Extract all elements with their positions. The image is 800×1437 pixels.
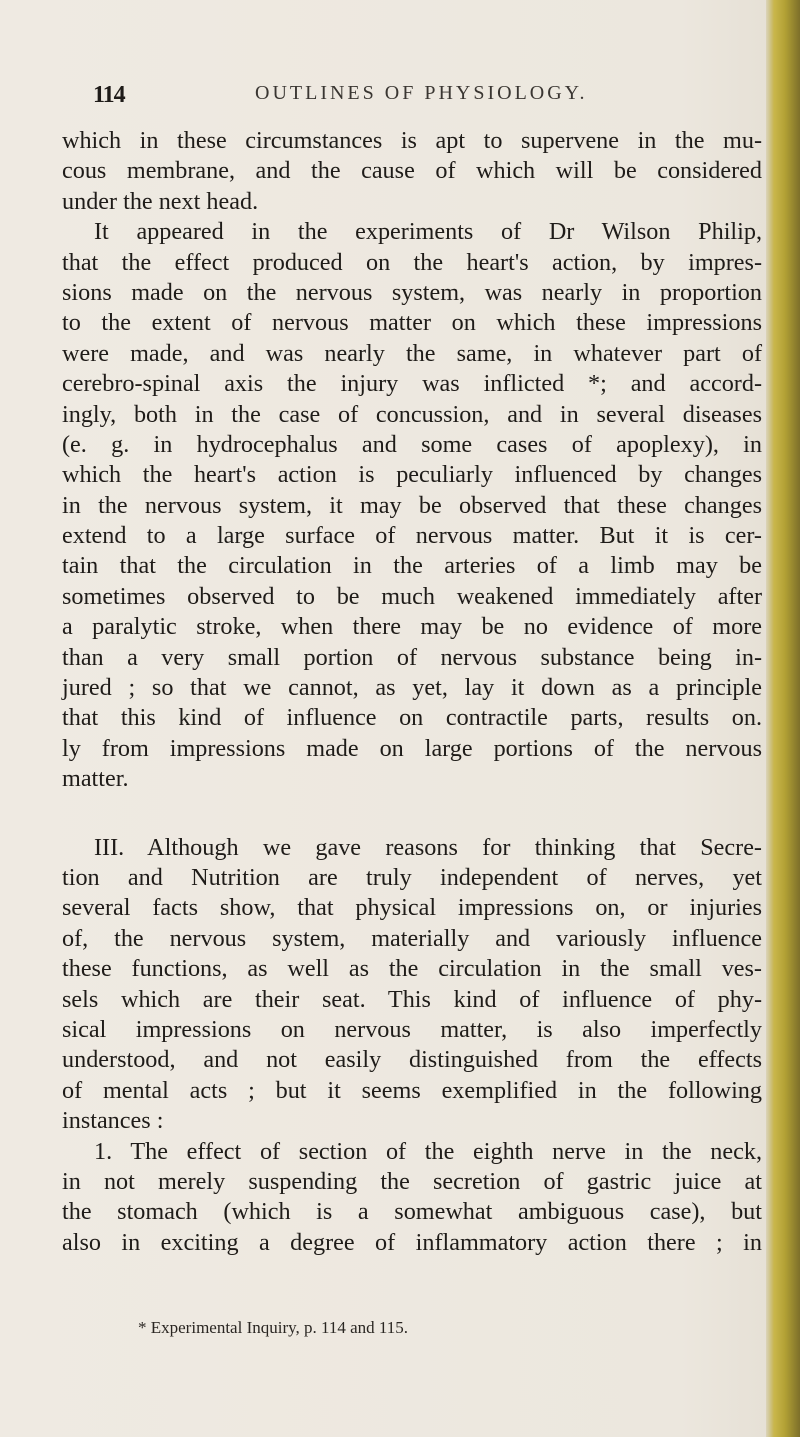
text-line: that the effect produced on the heart's action, by impres- xyxy=(62,248,762,276)
text-line: understood, and not easily distinguished from the effects xyxy=(62,1046,762,1074)
text-line: the stomach (which is a somewhat ambiguous case), but xyxy=(62,1198,762,1226)
text-line: sometimes observed to be much weakened immediately after xyxy=(62,582,762,610)
text-line: that this kind of influence on contractile parts, results on. xyxy=(62,704,762,732)
text-line: in the nervous system, it may be observed that these changes xyxy=(62,491,762,519)
text-line: instances : xyxy=(62,1107,164,1135)
text-line: were made, and was nearly the same, in whatever part of xyxy=(62,339,762,367)
footnote: * Experimental Inquiry, p. 114 and 115. xyxy=(138,1318,409,1337)
text-line: tion and Nutrition are truly independent of nerves, yet xyxy=(62,863,762,891)
text-line: which the heart's action is peculiarly influenced by changes xyxy=(62,461,762,489)
text-line: several facts show, that physical impressions on, or injuries xyxy=(62,894,762,922)
paragraph-gap xyxy=(62,795,762,833)
text-line: sical impressions on nervous matter, is also imperfectly xyxy=(62,1015,762,1043)
text-line: jured ; so that we cannot, as yet, lay it down as a principle xyxy=(62,674,762,702)
text-line: to the extent of nervous matter on which these impressions xyxy=(62,309,762,337)
body-text xyxy=(62,126,762,1258)
text-line: ly from impressions made on large portions of the nervous xyxy=(62,734,762,762)
text-line: extend to a large surface of nervous matter. But it is cer- xyxy=(62,522,762,550)
page-number: 114 xyxy=(93,82,125,108)
text-line: sels which are their seat. This kind of influence of phy- xyxy=(62,985,762,1013)
text-line: tain that the circulation in the arteries of a limb may be xyxy=(62,552,762,580)
text-line: which in these circumstances is apt to supervene in the mu- xyxy=(62,127,762,154)
text-line: of mental acts ; but it seems exemplified in the following xyxy=(62,1076,762,1104)
text-line: 1. The effect of section of the eighth nerve in the neck, xyxy=(94,1137,762,1165)
text-line: sions made on the nervous system, was nearly in proportion xyxy=(62,278,762,306)
text-line: It appeared in the experiments of Dr Wilson Philip, xyxy=(94,218,762,246)
page-header xyxy=(93,82,733,112)
text-line: a paralytic stroke, when there may be no evidence of more xyxy=(62,613,762,641)
text-line: III. Although we gave reasons for thinking that Secre- xyxy=(94,833,762,861)
text-line: cous membrane, and the cause of which will be considered xyxy=(62,157,762,185)
text-line: ingly, both in the case of concussion, and in several diseases xyxy=(62,400,762,428)
text-line: (e. g. in hydrocephalus and some cases of apoplexy), in xyxy=(62,430,762,458)
page-edge xyxy=(766,0,800,1437)
text-line: under the next head. xyxy=(62,187,259,215)
running-head: OUTLINES OF PHYSIOLOGY. xyxy=(255,82,588,104)
text-line: also in exciting a degree of inflammatory action there ; in xyxy=(62,1228,762,1256)
text-line: matter. xyxy=(62,765,129,793)
text-line: these functions, as well as the circulation in the small ves- xyxy=(62,955,762,983)
text-line: cerebro-spinal axis the injury was inflicted *; and accord- xyxy=(62,370,762,398)
text-line: in not merely suspending the secretion of gastric juice at xyxy=(62,1167,762,1195)
text-line: of, the nervous system, materially and variously influence xyxy=(62,924,762,952)
text-line: than a very small portion of nervous substance being in- xyxy=(62,643,762,671)
